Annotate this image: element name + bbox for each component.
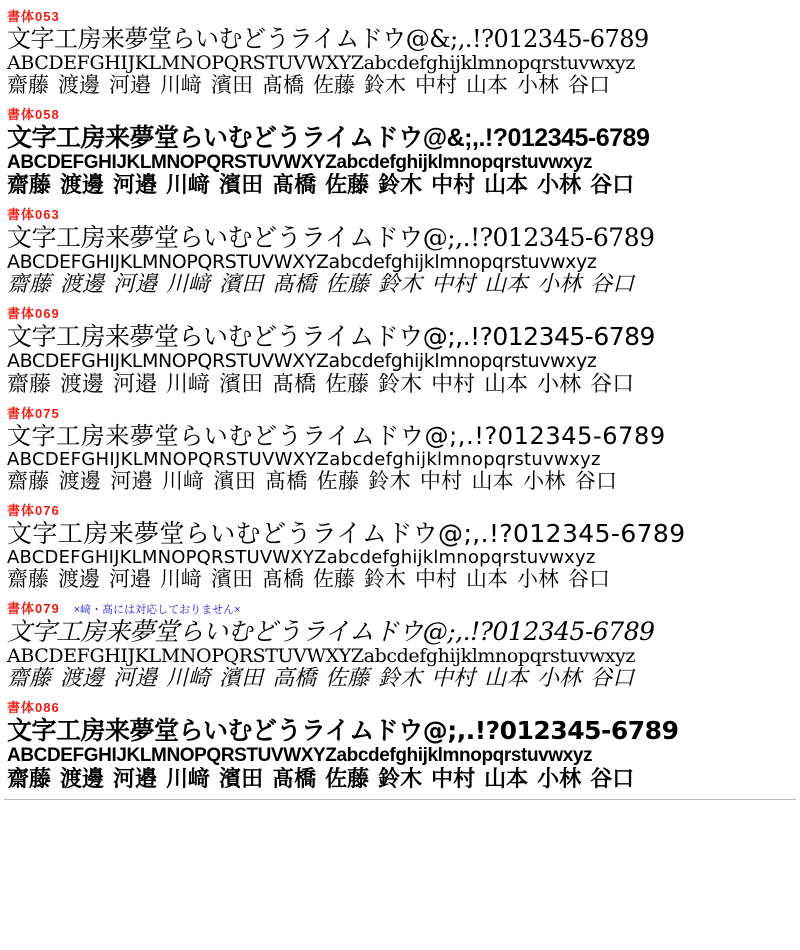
sample-line-japanese: 文字工房来夢堂らいむどうライムドウ@&;,.!?012345-6789 <box>7 123 650 152</box>
font-sample-block <box>4 500 796 592</box>
name-sample: 濱田 <box>219 372 264 397</box>
sample-line-names <box>7 373 796 398</box>
sample-line-names <box>7 173 796 198</box>
name-sample: 中村 <box>415 568 457 592</box>
name-sample: 髙橋 <box>265 470 308 494</box>
sample-line-names <box>7 273 796 298</box>
block-header <box>7 204 796 223</box>
font-sample-block <box>4 598 796 692</box>
name-sample: 渡邊 <box>60 372 105 397</box>
name-sample: 河邉 <box>113 172 158 197</box>
name-sample: 佐藤 <box>325 666 370 691</box>
name-sample: 小林 <box>517 568 559 592</box>
font-sample-block <box>4 403 796 494</box>
sample-line-japanese: 文字工房来夢堂らいむどうライムドウ@;,.!?012345-6789 <box>7 223 655 252</box>
sample-line-japanese: 文字工房来夢堂らいむどうライムドウ@;,.!?012345-6789 <box>7 717 679 746</box>
font-style-label: 書体086 <box>7 700 60 716</box>
name-sample: 山本 <box>484 172 529 197</box>
name-sample: 河邉 <box>113 272 158 297</box>
name-sample: 鈴木 <box>368 470 411 494</box>
name-sample: 山本 <box>484 666 529 691</box>
name-sample: 渡邊 <box>60 666 105 691</box>
sample-line-names <box>7 470 796 494</box>
divider <box>4 799 796 800</box>
sample-line-latin: ABCDEFGHIJKLMNOPQRSTUVWXYZabcdefghijklmnopqrstuvwxyz <box>7 645 635 667</box>
sample-line-japanese: 文字工房来夢堂らいむどうライムドウ@&;,.!?012345-6789 <box>7 25 649 54</box>
sample-line-japanese: 文字工房来夢堂らいむどうライムドウ@;,.!?012345-6789 <box>7 323 655 352</box>
name-sample: 鈴木 <box>378 172 423 197</box>
name-sample: 齋藤 <box>7 172 52 197</box>
block-header <box>7 104 796 123</box>
name-sample: 中村 <box>431 272 476 297</box>
name-sample: 川﨑 <box>166 766 211 792</box>
name-sample: 谷口 <box>590 372 635 397</box>
name-sample: 川崎 <box>166 666 211 691</box>
name-sample: 鈴木 <box>364 74 406 98</box>
name-sample: 鈴木 <box>378 272 423 297</box>
name-sample: 川﨑 <box>166 172 211 197</box>
name-sample: 河邉 <box>113 372 158 397</box>
name-sample: 山本 <box>466 568 508 592</box>
name-sample: 谷口 <box>590 172 635 197</box>
name-sample: 山本 <box>484 766 529 792</box>
font-sample-block <box>4 303 796 397</box>
name-sample: 中村 <box>431 172 476 197</box>
name-sample: 髙橋 <box>272 172 317 197</box>
name-sample: 川﨑 <box>160 74 202 98</box>
name-sample: 小林 <box>523 470 566 494</box>
name-sample: 山本 <box>484 272 529 297</box>
name-sample: 佐藤 <box>325 766 370 792</box>
name-sample: 高橋 <box>272 666 317 691</box>
name-sample: 齋藤 <box>7 568 49 592</box>
name-sample: 河邉 <box>110 470 153 494</box>
name-sample: 中村 <box>431 372 476 397</box>
name-sample: 鈴木 <box>378 766 423 792</box>
name-sample: 川﨑 <box>160 568 202 592</box>
font-style-label: 書体075 <box>7 406 60 422</box>
name-sample: 山本 <box>466 74 508 98</box>
name-sample: 髙橋 <box>272 372 317 397</box>
name-sample: 鈴木 <box>378 666 423 691</box>
name-sample: 濱田 <box>219 272 264 297</box>
name-sample: 佐藤 <box>325 372 370 397</box>
name-sample: 谷口 <box>590 766 635 792</box>
font-style-label: 書体079 <box>7 600 60 616</box>
name-sample: 川﨑 <box>161 470 205 494</box>
name-sample: 佐藤 <box>325 172 370 197</box>
name-sample: 中村 <box>419 470 463 494</box>
name-sample: 濱田 <box>213 470 257 494</box>
block-header <box>7 6 796 25</box>
sample-line-latin: ABCDEFGHIJKLMNOPQRSTUVWXYZabcdefghijklmnopqrstuvwxyz <box>7 351 597 373</box>
name-sample: 渡邊 <box>60 766 105 792</box>
name-sample: 渡邊 <box>58 568 100 592</box>
name-sample: 河邉 <box>109 74 151 98</box>
name-sample: 川﨑 <box>166 272 211 297</box>
sample-line-names <box>7 74 796 98</box>
sample-line-latin: ABCDEFGHIJKLMNOPQRSTUVWXYZabcdefghijklmnopqrstuvwxyz <box>7 547 596 568</box>
font-sample-block <box>4 104 796 198</box>
name-sample: 髙橋 <box>272 766 317 792</box>
name-sample: 小林 <box>537 172 582 197</box>
name-sample: 齋藤 <box>7 372 52 397</box>
sample-line-names <box>7 667 796 692</box>
name-sample: 齋藤 <box>7 74 49 98</box>
name-sample: 小林 <box>537 666 582 691</box>
name-sample: 濱田 <box>219 172 264 197</box>
name-sample: 髙橋 <box>272 272 317 297</box>
name-sample: 鈴木 <box>364 568 406 592</box>
font-style-label: 書体058 <box>7 106 60 122</box>
block-header <box>7 500 796 519</box>
sample-line-japanese: 文字工房来夢堂らいむどうライムドウ@;,.!?012345-6789 <box>7 423 666 451</box>
sample-line-japanese: 文字工房来夢堂らいむどうライムドウ@;,.!?012345-6789 <box>7 519 686 548</box>
name-sample: 河邉 <box>113 766 158 792</box>
name-sample: 髙橋 <box>262 74 304 98</box>
name-sample: 中村 <box>415 74 457 98</box>
name-sample: 山本 <box>471 470 515 494</box>
font-style-label: 書体069 <box>7 306 60 322</box>
name-sample: 濱田 <box>219 766 264 792</box>
name-sample: 山本 <box>484 372 529 397</box>
name-sample: 渡邊 <box>58 470 102 494</box>
font-style-label: 書体063 <box>7 206 60 222</box>
name-sample: 濱田 <box>219 666 264 691</box>
name-sample: 佐藤 <box>313 568 355 592</box>
name-sample: 小林 <box>517 74 559 98</box>
name-sample: 佐藤 <box>325 272 370 297</box>
font-sample-block <box>4 204 796 298</box>
name-sample: 河邉 <box>113 666 158 691</box>
name-sample: 濱田 <box>211 568 253 592</box>
name-sample: 谷口 <box>574 470 618 494</box>
font-style-note: ×﨑・髙には対応しておりません× <box>73 603 241 616</box>
name-sample: 小林 <box>537 372 582 397</box>
name-sample: 川﨑 <box>166 372 211 397</box>
name-sample: 谷口 <box>590 272 635 297</box>
name-sample: 谷口 <box>568 568 610 592</box>
name-sample: 髙橋 <box>262 568 304 592</box>
sample-line-latin: ABCDEFGHIJKLMNOPQRSTUVWXYZabcdefghijklmnopqrstuvwxyz <box>7 251 597 273</box>
block-header <box>7 303 796 322</box>
block-header <box>7 598 796 617</box>
name-sample: 渡邊 <box>60 172 105 197</box>
sample-line-names <box>7 568 796 592</box>
name-sample: 渡邊 <box>58 74 100 98</box>
name-sample: 佐藤 <box>316 470 360 494</box>
font-sample-block <box>4 697 796 791</box>
block-header <box>7 403 796 422</box>
name-sample: 佐藤 <box>313 74 355 98</box>
name-sample: 小林 <box>537 272 582 297</box>
name-sample: 河邉 <box>109 568 151 592</box>
sample-line-names <box>7 767 796 792</box>
font-style-label: 書体053 <box>7 9 60 24</box>
block-header <box>7 697 796 716</box>
font-style-label: 書体076 <box>7 502 60 518</box>
sample-line-latin: ABCDEFGHIJKLMNOPQRSTUVWXYZabcdefghijklmnopqrstuvwxyz <box>7 52 635 74</box>
name-sample: 齋藤 <box>7 666 52 691</box>
name-sample: 齋藤 <box>7 470 50 494</box>
font-sample-block <box>4 6 796 98</box>
name-sample: 中村 <box>431 666 476 691</box>
name-sample: 中村 <box>431 766 476 792</box>
sample-line-latin: ABCDEFGHIJKLMNOPQRSTUVWXYZabcdefghijklmnopqrstuvwxyz <box>7 151 593 173</box>
sample-line-latin: ABCDEFGHIJKLMNOPQRSTUVWXYZabcdefghijklmnopqrstuvwxyz <box>7 745 593 767</box>
sample-line-latin: ABCDEFGHIJKLMNOPQRSTUVWXYZabcdefghijklmnopqrstuvwxyz <box>7 450 601 471</box>
name-sample: 小林 <box>537 766 582 792</box>
name-sample: 谷口 <box>568 74 610 98</box>
name-sample: 渡邊 <box>60 272 105 297</box>
name-sample: 鈴木 <box>378 372 423 397</box>
name-sample: 谷口 <box>590 666 635 691</box>
name-sample: 齋藤 <box>7 272 52 297</box>
name-sample: 濱田 <box>211 74 253 98</box>
sample-line-japanese: 文字工房来夢堂らいむどうライムドウ@;,.!?012345-6789 <box>7 617 655 646</box>
name-sample: 齋藤 <box>7 766 52 792</box>
